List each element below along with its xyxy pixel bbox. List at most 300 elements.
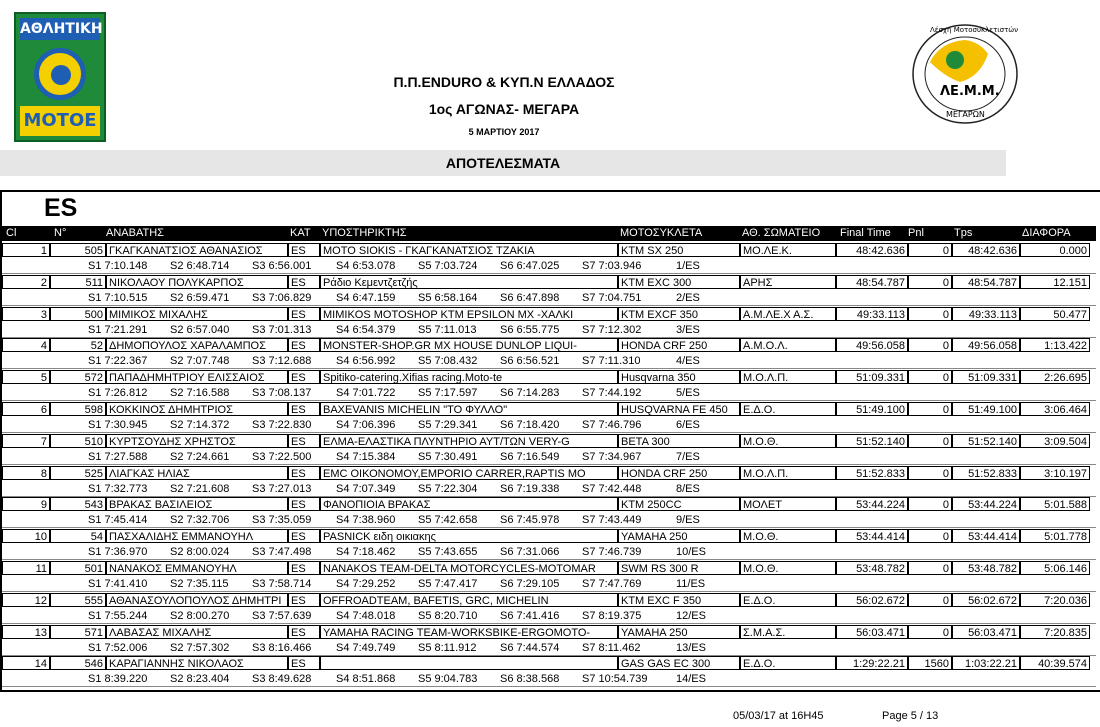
cell-tps: 51:09.331 xyxy=(952,370,1020,384)
split-s2: S2 7:07.748 xyxy=(170,355,230,368)
cell-rider: ΚΥΡΤΣΟΥΔΗΣ ΧΡΗΣΤΟΣ xyxy=(106,434,288,448)
cell-sponsor: EMC ΟΙΚΟΝΟΜΟΥ,EMPORIO CARRER,RAPTIS MO xyxy=(320,466,618,480)
split-s1: S1 7:52.006 xyxy=(88,641,148,654)
table-row xyxy=(2,560,1096,592)
cell-diff: 0.000 xyxy=(1020,243,1090,257)
split-s6: S6 7:29.105 xyxy=(500,578,560,590)
col-cat: ΚΑΤ xyxy=(290,227,311,239)
split-pos: 12/ES xyxy=(676,609,706,622)
split-s3: S3 8:16.466 xyxy=(252,641,312,654)
cell-diff: 7:20.036 xyxy=(1020,593,1090,607)
cell-final: 1:29:22.21 xyxy=(836,656,908,670)
split-s2: S2 8:23.404 xyxy=(170,673,230,686)
split-s3: S3 7:35.059 xyxy=(252,514,312,527)
split-s3: S3 7:47.498 xyxy=(252,546,312,559)
split-s5: S5 7:22.304 xyxy=(418,482,478,495)
cell-bike: KTM EXC 300 xyxy=(618,275,740,289)
cell-bike: YAMAHA 250 xyxy=(618,625,740,639)
split-s3: S3 7:57.639 xyxy=(252,609,312,622)
cell-final: 53:44.414 xyxy=(836,529,908,543)
split-s3: S3 7:27.013 xyxy=(252,482,312,495)
table-row xyxy=(2,528,1096,560)
split-s6: S6 6:56.521 xyxy=(500,355,560,368)
cell-tps: 48:54.787 xyxy=(952,275,1020,289)
cell-pnl: 0 xyxy=(908,561,952,575)
cell-tps: 51:49.100 xyxy=(952,402,1020,416)
cell-rider: ΓΚΑΓΚΑΝΑΤΣΙΟΣ ΑΘΑΝΑΣΙΟΣ xyxy=(106,243,288,257)
cell-no: 555 xyxy=(50,593,106,607)
cell-sponsor: BAXEVANIS MICHELIN "ΤΟ ΦΥΛΛΟ" xyxy=(320,402,618,416)
split-s6: S6 7:31.066 xyxy=(500,546,560,559)
cell-cl: 12 xyxy=(2,593,50,607)
split-s2: S2 7:16.588 xyxy=(170,387,230,400)
table-row xyxy=(2,337,1096,369)
split-s6: S6 6:55.775 xyxy=(500,323,560,336)
table-row xyxy=(2,401,1096,433)
split-pos: 9/ES xyxy=(676,514,700,527)
cell-club: ΜΟ.ΛΕ.Κ. xyxy=(740,243,836,257)
split-pos: 3/ES xyxy=(676,323,700,336)
cell-bike: HONDA CRF 250 xyxy=(618,338,740,352)
table-row xyxy=(2,274,1096,306)
split-s1: S1 7:26.812 xyxy=(88,387,148,400)
split-s6: S6 7:18.420 xyxy=(500,419,560,431)
cell-bike: KTM EXC F 350 xyxy=(618,593,740,607)
split-s6: S6 6:47.025 xyxy=(500,260,560,272)
cell-pnl: 0 xyxy=(908,338,952,352)
split-s1: S1 7:30.945 xyxy=(88,419,148,431)
cell-sponsor: Spitiko-catering.Xifias racing.Moto-te xyxy=(320,370,618,384)
cell-final: 49:33.113 xyxy=(836,307,908,321)
split-pos: 10/ES xyxy=(676,546,706,559)
cell-diff: 3:10.197 xyxy=(1020,466,1090,480)
split-s3: S3 7:22.500 xyxy=(252,450,312,463)
cell-pnl: 1560 xyxy=(908,656,952,670)
split-s1: S1 7:21.291 xyxy=(88,323,148,336)
cell-cl: 4 xyxy=(2,338,50,352)
cell-final: 51:49.100 xyxy=(836,402,908,416)
cell-cat: ES xyxy=(288,338,320,352)
cell-bike: SWM RS 300 R xyxy=(618,561,740,575)
cell-rider: ΠΑΣΧΑΛΙΔΗΣ ΕΜΜΑΝΟΥΗΛ xyxy=(106,529,288,543)
cell-tps: 53:44.414 xyxy=(952,529,1020,543)
split-s5: S5 9:04.783 xyxy=(418,673,478,686)
table-row xyxy=(2,306,1096,338)
cell-rider: ΑΘΑΝΑΣΟΥΛΟΠΟΥΛΟΣ ΔΗΜΗΤΡΙ xyxy=(106,593,288,607)
cell-no: 525 xyxy=(50,466,106,480)
split-pos: 14/ES xyxy=(676,673,706,686)
cell-cl: 1 xyxy=(2,243,50,257)
cell-sponsor: MIMIKOS MOTOSHOP KTM EPSILON MX -ΧΑΛΚΙ xyxy=(320,307,618,321)
cell-sponsor: ΕΛΜΑ-ΕΛΑΣΤΙΚΑ ΠΛΥΝΤΗΡΙΟ ΑΥΤ/ΤΩΝ VERY-G xyxy=(320,434,618,448)
cell-bike: GAS GAS EC 300 xyxy=(618,656,740,670)
split-s2: S2 8:00.270 xyxy=(170,609,230,622)
cell-tps: 48:42.636 xyxy=(952,243,1020,257)
split-pos: 13/ES xyxy=(676,641,706,654)
col-cl: Cl xyxy=(6,227,17,239)
split-s5: S5 7:03.724 xyxy=(418,260,478,272)
split-s7: S7 7:46.796 xyxy=(582,419,642,431)
cell-final: 51:52.833 xyxy=(836,466,908,480)
cell-no: 54 xyxy=(50,529,106,543)
cell-pnl: 0 xyxy=(908,593,952,607)
cell-cat: ES xyxy=(288,243,320,257)
split-s2: S2 7:57.302 xyxy=(170,641,230,654)
cell-cl: 2 xyxy=(2,275,50,289)
split-s6: S6 7:19.338 xyxy=(500,482,560,495)
cell-pnl: 0 xyxy=(908,370,952,384)
cell-cl: 6 xyxy=(2,402,50,416)
split-s1: S1 7:10.515 xyxy=(88,291,148,304)
cell-pnl: 0 xyxy=(908,466,952,480)
cell-rider: ΔΗΜΟΠΟΥΛΟΣ ΧΑΡΑΛΑΜΠΟΣ xyxy=(106,338,288,352)
split-s1: S1 7:10.148 xyxy=(88,260,148,272)
cell-diff: 5:06.146 xyxy=(1020,561,1090,575)
split-s7: S7 7:34.967 xyxy=(582,450,642,463)
split-s3: S3 7:58.714 xyxy=(252,578,312,590)
cell-club: Μ.Ο.Λ.Π. xyxy=(740,370,836,384)
split-s1: S1 8:39.220 xyxy=(88,673,148,686)
split-s4: S4 7:01.722 xyxy=(336,387,396,400)
split-s4: S4 7:29.252 xyxy=(336,578,396,590)
cell-cl: 5 xyxy=(2,370,50,384)
cell-cat: ES xyxy=(288,625,320,639)
cell-no: 546 xyxy=(50,656,106,670)
split-s7: S7 8:19.375 xyxy=(582,609,642,622)
table-row xyxy=(2,496,1096,528)
cell-cl: 11 xyxy=(2,561,50,575)
cell-rider: ΚΟΚΚΙΝΟΣ ΔΗΜΗΤΡΙΟΣ xyxy=(106,402,288,416)
col-club: ΑΘ. ΣΩΜΑΤΕΙΟ xyxy=(742,227,821,239)
cell-sponsor: MOTO SIOKIS - ΓΚΑΓΚΑΝΑΤΣΙΟΣ ΤΖΑΚΙΑ xyxy=(320,243,618,257)
split-s3: S3 6:56.001 xyxy=(252,260,312,272)
cell-cat: ES xyxy=(288,370,320,384)
cell-bike: KTM 250CC xyxy=(618,497,740,511)
split-s5: S5 7:08.432 xyxy=(418,355,478,368)
split-s4: S4 7:18.462 xyxy=(336,546,396,559)
split-s5: S5 8:11.912 xyxy=(418,641,477,654)
cell-final: 53:48.782 xyxy=(836,561,908,575)
split-s3: S3 8:49.628 xyxy=(252,673,312,686)
cell-cat: ES xyxy=(288,529,320,543)
logo-bottom-ring-text: ΜΕΓΑΡΩΝ xyxy=(946,110,985,119)
col-tps: Tps xyxy=(954,227,973,239)
split-s1: S1 7:32.773 xyxy=(88,482,148,495)
split-s5: S5 7:30.491 xyxy=(418,450,478,463)
split-s6: S6 8:38.568 xyxy=(500,673,560,686)
logo-top-ring-text: Λέσχη Μοτοσυκλετιστών xyxy=(930,26,1019,34)
split-s7: S7 7:43.449 xyxy=(582,514,642,527)
split-s7: S7 7:47.769 xyxy=(582,578,642,590)
split-s7: S7 7:44.192 xyxy=(582,387,642,400)
cell-no: 543 xyxy=(50,497,106,511)
col-rider: ΑΝΑΒΑΤΗΣ xyxy=(106,227,164,239)
cell-diff: 7:20.835 xyxy=(1020,625,1090,639)
col-diff: ΔΙΑΦΟΡΑ xyxy=(1022,227,1071,239)
split-s4: S4 7:06.396 xyxy=(336,419,396,431)
cell-club: Μ.Ο.Λ.Π. xyxy=(740,466,836,480)
split-s1: S1 7:27.588 xyxy=(88,450,148,463)
split-s7: S7 7:42.448 xyxy=(582,482,642,495)
split-s7: S7 7:04.751 xyxy=(582,291,642,304)
split-s4: S4 7:49.749 xyxy=(336,641,396,654)
event-subtitle: 1ος ΑΓΩΝΑΣ- ΜΕΓΑΡΑ xyxy=(428,101,580,117)
cell-tps: 56:03.471 xyxy=(952,625,1020,639)
cell-no: 501 xyxy=(50,561,106,575)
col-final: Final Time xyxy=(840,227,891,239)
cell-club: Ε.Δ.Ο. xyxy=(740,656,836,670)
cell-no: 505 xyxy=(50,243,106,257)
cell-cl: 13 xyxy=(2,625,50,639)
table-row xyxy=(2,433,1096,465)
cell-rider: ΠΑΠΑΔΗΜΗΤΡΙΟΥ ΕΛΙΣΣΑΙΟΣ xyxy=(106,370,288,384)
cell-rider: ΛΑΒΑΣΑΣ ΜΙΧΑΛΗΣ xyxy=(106,625,288,639)
table-header xyxy=(2,226,1096,241)
split-s2: S2 7:35.115 xyxy=(170,578,229,590)
cell-bike: HUSQVARNA FE 450 xyxy=(618,402,740,416)
split-s4: S4 6:53.078 xyxy=(336,260,396,272)
split-s1: S1 7:36.970 xyxy=(88,546,148,559)
cell-rider: ΛΙΑΓΚΑΣ ΗΛΙΑΣ xyxy=(106,466,288,480)
logo-top-text: ΑΘΛΗΤΙΚΗ xyxy=(20,18,100,40)
split-s5: S5 7:17.597 xyxy=(418,387,478,400)
cell-final: 48:42.636 xyxy=(836,243,908,257)
table-row xyxy=(2,369,1096,401)
split-s6: S6 7:45.978 xyxy=(500,514,560,527)
split-s5: S5 7:42.658 xyxy=(418,514,478,527)
cell-sponsor: OFFROADTEAM, BAFETIS, GRC, MICHELIN xyxy=(320,593,618,607)
cell-tps: 56:02.672 xyxy=(952,593,1020,607)
split-s7: S7 7:03.946 xyxy=(582,260,642,272)
split-s2: S2 7:21.608 xyxy=(170,482,230,495)
cell-cat: ES xyxy=(288,402,320,416)
split-s6: S6 7:16.549 xyxy=(500,450,560,463)
cell-bike: BETA 300 xyxy=(618,434,740,448)
split-pos: 2/ES xyxy=(676,291,700,304)
cell-rider: ΒΡΑΚΑΣ ΒΑΣΙΛΕΙΟΣ xyxy=(106,497,288,511)
cell-sponsor: NANAKOS TEAM-DELTA MOTORCYCLES-MOTOMAR xyxy=(320,561,618,575)
cell-final: 51:09.331 xyxy=(836,370,908,384)
cell-final: 53:44.224 xyxy=(836,497,908,511)
split-s5: S5 7:43.655 xyxy=(418,546,478,559)
split-s2: S2 7:24.661 xyxy=(170,450,230,463)
split-s2: S2 7:14.372 xyxy=(170,419,230,431)
split-s4: S4 6:56.992 xyxy=(336,355,396,368)
cell-club: Α.Μ.Ο.Λ. xyxy=(740,338,836,352)
cell-cl: 10 xyxy=(2,529,50,543)
cell-sponsor: YAMAHA RACING TEAM-WORKSBIKE-ERGOMOTO- xyxy=(320,625,618,639)
cell-rider: ΝΑΝΑΚΟΣ ΕΜΜΑΝΟΥΗΛ xyxy=(106,561,288,575)
logo-center-text: ΛΕ.Μ.Μ. xyxy=(940,84,1000,99)
cell-tps: 51:52.140 xyxy=(952,434,1020,448)
cell-tps: 53:48.782 xyxy=(952,561,1020,575)
cell-bike: HONDA CRF 250 xyxy=(618,466,740,480)
cell-pnl: 0 xyxy=(908,307,952,321)
cell-final: 48:54.787 xyxy=(836,275,908,289)
cell-cl: 8 xyxy=(2,466,50,480)
event-title: Π.Π.ENDURO & ΚΥΠ.Ν ΕΛΛΑΔΟΣ xyxy=(393,74,615,90)
cell-club: Σ.Μ.Α.Σ. xyxy=(740,625,836,639)
cell-pnl: 0 xyxy=(908,625,952,639)
cell-diff: 50.477 xyxy=(1020,307,1090,321)
cell-club: Α.Μ.ΛΕ.Χ Α.Σ. xyxy=(740,307,836,321)
split-s2: S2 6:59.471 xyxy=(170,291,230,304)
split-s7: S7 8:11.462 xyxy=(582,641,641,654)
event-date: 5 ΜΑΡΤΙΟΥ 2017 xyxy=(468,127,540,137)
cell-club: ΑΡΗΣ xyxy=(740,275,836,289)
split-s4: S4 7:38.960 xyxy=(336,514,396,527)
cell-tps: 51:52.833 xyxy=(952,466,1020,480)
cell-cat: ES xyxy=(288,656,320,670)
split-s6: S6 7:41.416 xyxy=(500,609,560,622)
split-s5: S5 8:20.710 xyxy=(418,609,478,622)
table-row xyxy=(2,624,1096,656)
cell-cat: ES xyxy=(288,561,320,575)
split-s5: S5 7:47.417 xyxy=(418,578,478,590)
cell-pnl: 0 xyxy=(908,434,952,448)
split-s1: S1 7:41.410 xyxy=(88,578,148,590)
split-s2: S2 6:48.714 xyxy=(170,260,230,272)
split-s4: S4 6:47.159 xyxy=(336,291,396,304)
cell-sponsor: PASNICK ειδη οικιακης xyxy=(320,529,618,543)
split-pos: 5/ES xyxy=(676,387,700,400)
cell-bike: Husqvarna 350 xyxy=(618,370,740,384)
table-row xyxy=(2,242,1096,274)
print-timestamp: 05/03/17 at 16H45 xyxy=(733,710,824,722)
col-bike: ΜΟΤΟΣΥΚΛΕΤΑ xyxy=(620,227,703,239)
cell-diff: 5:01.588 xyxy=(1020,497,1090,511)
cell-cl: 9 xyxy=(2,497,50,511)
cell-final: 56:02.672 xyxy=(836,593,908,607)
cell-cat: ES xyxy=(288,434,320,448)
cell-bike: YAMAHA 250 xyxy=(618,529,740,543)
cell-cat: ES xyxy=(288,466,320,480)
cell-diff: 1:13.422 xyxy=(1020,338,1090,352)
cell-pnl: 0 xyxy=(908,275,952,289)
split-pos: 1/ES xyxy=(676,260,700,272)
split-s6: S6 7:14.283 xyxy=(500,387,560,400)
cell-cat: ES xyxy=(288,275,320,289)
cell-tps: 1:03:22.21 xyxy=(952,656,1020,670)
split-s4: S4 7:48.018 xyxy=(336,609,396,622)
split-s1: S1 7:22.367 xyxy=(88,355,148,368)
cell-pnl: 0 xyxy=(908,402,952,416)
page-number: Page 5 / 13 xyxy=(882,710,939,722)
cell-club: Μ.Ο.Θ. xyxy=(740,434,836,448)
cell-no: 500 xyxy=(50,307,106,321)
cell-no: 572 xyxy=(50,370,106,384)
cell-club: ΜΟΛΕΤ xyxy=(740,497,836,511)
cell-tps: 53:44.224 xyxy=(952,497,1020,511)
cell-club: Ε.Δ.Ο. xyxy=(740,593,836,607)
cell-tps: 49:33.113 xyxy=(952,307,1020,321)
split-pos: 4/ES xyxy=(676,355,700,368)
cell-diff: 3:09.504 xyxy=(1020,434,1090,448)
split-s3: S3 7:01.313 xyxy=(252,323,312,336)
cell-cl: 14 xyxy=(2,656,50,670)
cell-tps: 49:56.058 xyxy=(952,338,1020,352)
cell-club: Ε.Δ.Ο. xyxy=(740,402,836,416)
cell-diff: 2:26.695 xyxy=(1020,370,1090,384)
cell-diff: 40:39.574 xyxy=(1020,656,1090,670)
cell-sponsor: Ράδιο Κεμεντζετζής xyxy=(320,275,618,289)
split-s7: S7 10:54.739 xyxy=(582,673,648,686)
category-title: ES xyxy=(44,194,78,222)
col-pnl: Pnl xyxy=(908,227,924,239)
cell-rider: ΝΙΚΟΛΑΟΥ ΠΟΛΥΚΑΡΠΟΣ xyxy=(106,275,288,289)
cell-sponsor xyxy=(320,656,618,670)
split-pos: 11/ES xyxy=(676,578,706,590)
table-row xyxy=(2,465,1096,497)
cell-cat: ES xyxy=(288,307,320,321)
split-s3: S3 7:06.829 xyxy=(252,291,312,304)
col-sponsor: ΥΠΟΣΤΗΡΙΚΤΗΣ xyxy=(322,227,407,239)
split-s6: S6 6:47.898 xyxy=(500,291,560,304)
split-s5: S5 7:29.341 xyxy=(418,419,478,431)
split-s3: S3 7:12.688 xyxy=(252,355,312,368)
split-s3: S3 7:08.137 xyxy=(252,387,312,400)
split-s2: S2 8:00.024 xyxy=(170,546,230,559)
split-s5: S5 6:58.164 xyxy=(418,291,478,304)
split-pos: 8/ES xyxy=(676,482,700,495)
cell-cat: ES xyxy=(288,593,320,607)
results-heading: ΑΠΟΤΕΛΕΣΜΑΤΑ xyxy=(0,150,1006,176)
cell-sponsor: ΦΑΝΟΠΙΟΙΑ ΒΡΑΚΑΣ xyxy=(320,497,618,511)
cell-club: Μ.Ο.Θ. xyxy=(740,561,836,575)
split-s2: S2 6:57.040 xyxy=(170,323,230,336)
cell-no: 511 xyxy=(50,275,106,289)
split-s6: S6 7:44.574 xyxy=(500,641,560,654)
cell-final: 51:52.140 xyxy=(836,434,908,448)
split-s1: S1 7:55.244 xyxy=(88,609,148,622)
cell-final: 56:03.471 xyxy=(836,625,908,639)
cell-pnl: 0 xyxy=(908,497,952,511)
split-s7: S7 7:11.310 xyxy=(582,355,641,368)
split-s5: S5 7:11.013 xyxy=(418,323,477,336)
cell-no: 571 xyxy=(50,625,106,639)
cell-rider: ΚΑΡΑΓΙΑΝΝΗΣ ΝΙΚΟΛΑΟΣ xyxy=(106,656,288,670)
cell-no: 52 xyxy=(50,338,106,352)
split-s7: S7 7:46.739 xyxy=(582,546,642,559)
split-s4: S4 6:54.379 xyxy=(336,323,396,336)
cell-bike: KTM EXCF 350 xyxy=(618,307,740,321)
cell-diff: 5:01.778 xyxy=(1020,529,1090,543)
split-s4: S4 8:51.868 xyxy=(336,673,396,686)
logo-bottom-text: ΜΟΤΟΕ xyxy=(20,106,100,136)
cell-club: Μ.Ο.Θ. xyxy=(740,529,836,543)
split-s1: S1 7:45.414 xyxy=(88,514,148,527)
cell-bike: KTM SX 250 xyxy=(618,243,740,257)
cell-pnl: 0 xyxy=(908,529,952,543)
cell-final: 49:56.058 xyxy=(836,338,908,352)
split-s3: S3 7:22.830 xyxy=(252,419,312,431)
split-s4: S4 7:15.384 xyxy=(336,450,396,463)
split-pos: 6/ES xyxy=(676,419,700,431)
cell-cat: ES xyxy=(288,497,320,511)
split-s4: S4 7:07.349 xyxy=(336,482,396,495)
cell-no: 598 xyxy=(50,402,106,416)
cell-diff: 12.151 xyxy=(1020,275,1090,289)
split-pos: 7/ES xyxy=(676,450,700,463)
cell-rider: ΜΙΜΙΚΟΣ ΜΙΧΑΛΗΣ xyxy=(106,307,288,321)
cell-sponsor: MONSTER-SHOP.GR MX HOUSE DUNLOP LIQUI- xyxy=(320,338,618,352)
table-row xyxy=(2,655,1096,687)
table-row xyxy=(2,592,1096,624)
col-no: N° xyxy=(54,227,67,239)
cell-pnl: 0 xyxy=(908,243,952,257)
split-s2: S2 7:32.706 xyxy=(170,514,230,527)
cell-cl: 7 xyxy=(2,434,50,448)
